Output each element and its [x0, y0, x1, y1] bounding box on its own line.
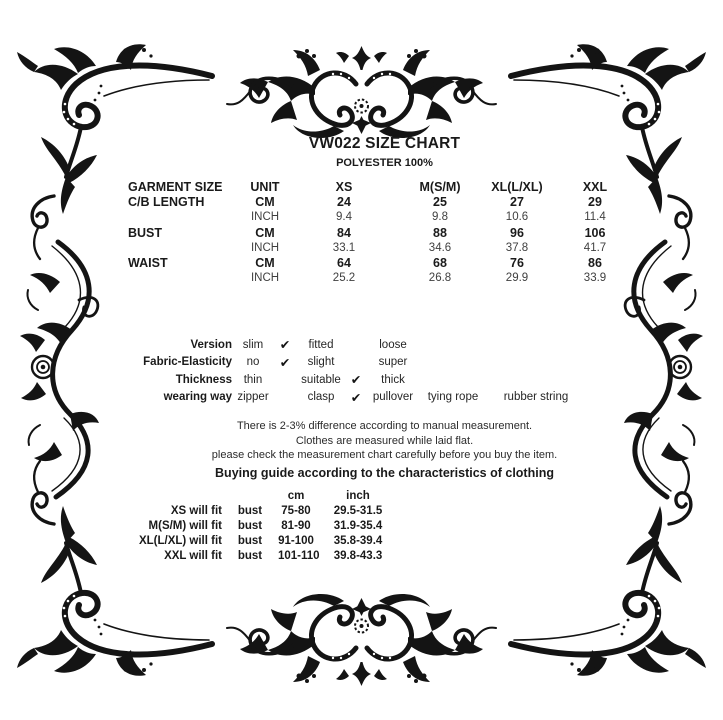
checkmark-icon: ✔	[350, 373, 362, 388]
measurement-value: 33.1	[332, 241, 356, 254]
center-ornament-bottom	[227, 594, 496, 686]
attribute-option: tying rope	[427, 391, 479, 404]
size-table-header-unit: UNIT	[250, 180, 280, 194]
size-table-header-xs: XS	[335, 180, 353, 194]
unit-cell: INCH	[250, 211, 280, 224]
unit-cell: INCH	[250, 272, 280, 285]
measurement-value: 33.9	[583, 272, 607, 285]
measurement-value: 27	[510, 195, 524, 210]
fit-row-inch: 39.8-43.3	[333, 550, 383, 562]
unit-cell: CM	[255, 256, 275, 271]
fit-row-label: M(S/M) will fit	[148, 520, 222, 532]
attribute-row-elasticity	[95, 354, 586, 372]
fit-row-label: XXL will fit	[164, 550, 222, 562]
measurement-value: 26.8	[428, 272, 452, 285]
fit-guide-header-inch: inch	[346, 490, 370, 502]
unit-cell: INCH	[250, 241, 280, 254]
note-line: There is 2-3% difference according to manual measurement.	[236, 420, 533, 432]
fit-row-label: XL(L/XL) will fit	[138, 535, 222, 547]
attribute-row-wearing-way	[95, 389, 586, 407]
attribute-option: fitted	[308, 338, 334, 351]
attribute-option: no	[246, 356, 260, 369]
fit-row-cm: 91-100	[278, 535, 314, 547]
fit-row-label: XS will fit	[170, 505, 222, 517]
attribute-section	[95, 336, 586, 406]
note-line: Clothes are measured while laid flat.	[295, 434, 474, 447]
measurement-value: 11.4	[584, 211, 606, 224]
measurement-value: 29.9	[505, 272, 529, 285]
attribute-option: zipper	[237, 391, 269, 404]
attribute-option: loose	[379, 338, 407, 351]
attribute-option: slim	[242, 338, 264, 351]
row-label: BUST	[128, 225, 163, 240]
attribute-option: suitable	[301, 373, 341, 386]
size-table-header-xxl: XXL	[582, 180, 608, 194]
buying-guide-heading: Buying guide according to the characteristics of clothing	[215, 466, 554, 481]
fit-row-part: bust	[237, 550, 263, 562]
attribute-label: wearing way	[163, 391, 232, 404]
measurement-value: 68	[433, 256, 447, 271]
attribute-option: super	[378, 356, 408, 369]
measurement-value: 9.8	[432, 211, 448, 224]
fit-guide-table	[95, 489, 402, 564]
measurement-value: 25.2	[332, 272, 356, 285]
measurement-value: 24	[337, 195, 351, 210]
row-label	[128, 210, 240, 225]
measurement-value: 88	[433, 225, 447, 240]
measurement-value: 96	[510, 225, 524, 240]
chart-header	[122, 135, 647, 169]
measurement-notes	[122, 419, 647, 481]
attribute-label: Version	[190, 338, 232, 351]
attribute-label: Fabric-Elasticity	[143, 356, 232, 369]
measurement-value: 37.8	[505, 241, 529, 254]
row-label	[128, 271, 240, 286]
fit-row-part: bust	[237, 505, 263, 517]
measurement-value: 64	[337, 256, 351, 271]
measurement-value: 86	[588, 256, 602, 271]
side-vine-left	[20, 242, 99, 497]
row-label	[128, 241, 240, 256]
attribute-option: thin	[243, 373, 263, 386]
fit-row-inch: 29.5-31.5	[333, 505, 383, 517]
size-table-header-m: M(S/M)	[419, 180, 461, 194]
checkmark-icon: ✔	[350, 390, 362, 405]
fit-guide-header-blank	[95, 489, 222, 504]
fit-guide-header-blank	[222, 489, 278, 504]
fit-row-cm: 75-80	[281, 505, 311, 517]
fit-row-inch: 31.9-35.4	[333, 520, 383, 532]
attribute-option: clasp	[307, 391, 335, 404]
measurement-value: 10.6	[505, 211, 529, 224]
corner-flourish-bottom-right	[511, 461, 706, 676]
attribute-option: thick	[381, 373, 405, 386]
fit-guide-header-cm: cm	[287, 490, 305, 502]
measurement-value: 9.4	[336, 211, 352, 224]
material-subtitle: POLYESTER 100%	[336, 157, 433, 169]
measurement-value: 25	[433, 195, 447, 210]
size-table-header-xl: XL(L/XL)	[491, 180, 543, 194]
fit-row-cm: 81-90	[281, 520, 311, 532]
measurement-value: 84	[337, 225, 351, 240]
row-label: C/B LENGTH	[128, 195, 205, 210]
unit-cell: CM	[255, 225, 275, 240]
attribute-label: Thickness	[175, 373, 232, 386]
checkmark-icon: ✔	[279, 338, 291, 353]
attribute-option: rubber string	[503, 391, 569, 404]
attribute-option: pullover	[372, 391, 414, 404]
page-title: VW022 SIZE CHART	[308, 135, 461, 152]
attribute-option: slight	[307, 356, 335, 369]
row-label: WAIST	[128, 256, 168, 271]
center-ornament-top	[227, 46, 496, 138]
measurement-value: 34.6	[428, 241, 452, 254]
fit-row-part: bust	[237, 520, 263, 532]
measurement-value: 76	[510, 256, 524, 271]
measurement-value: 29	[588, 195, 602, 210]
fit-row-part: bust	[237, 535, 263, 547]
attribute-row-thickness	[95, 371, 586, 389]
checkmark-icon: ✔	[279, 355, 291, 370]
measurement-value: 41.7	[583, 241, 607, 254]
fit-row-inch: 35.8-39.4	[333, 535, 383, 547]
unit-cell: CM	[255, 195, 275, 210]
size-table	[128, 180, 638, 286]
attribute-row-version	[95, 336, 586, 354]
measurement-value: 106	[584, 225, 606, 240]
size-table-header-garment: GARMENT SIZE	[128, 180, 223, 194]
fit-row-cm: 101-110	[278, 550, 320, 562]
note-line: please check the measurement chart carefully before you buy the item.	[211, 449, 558, 462]
